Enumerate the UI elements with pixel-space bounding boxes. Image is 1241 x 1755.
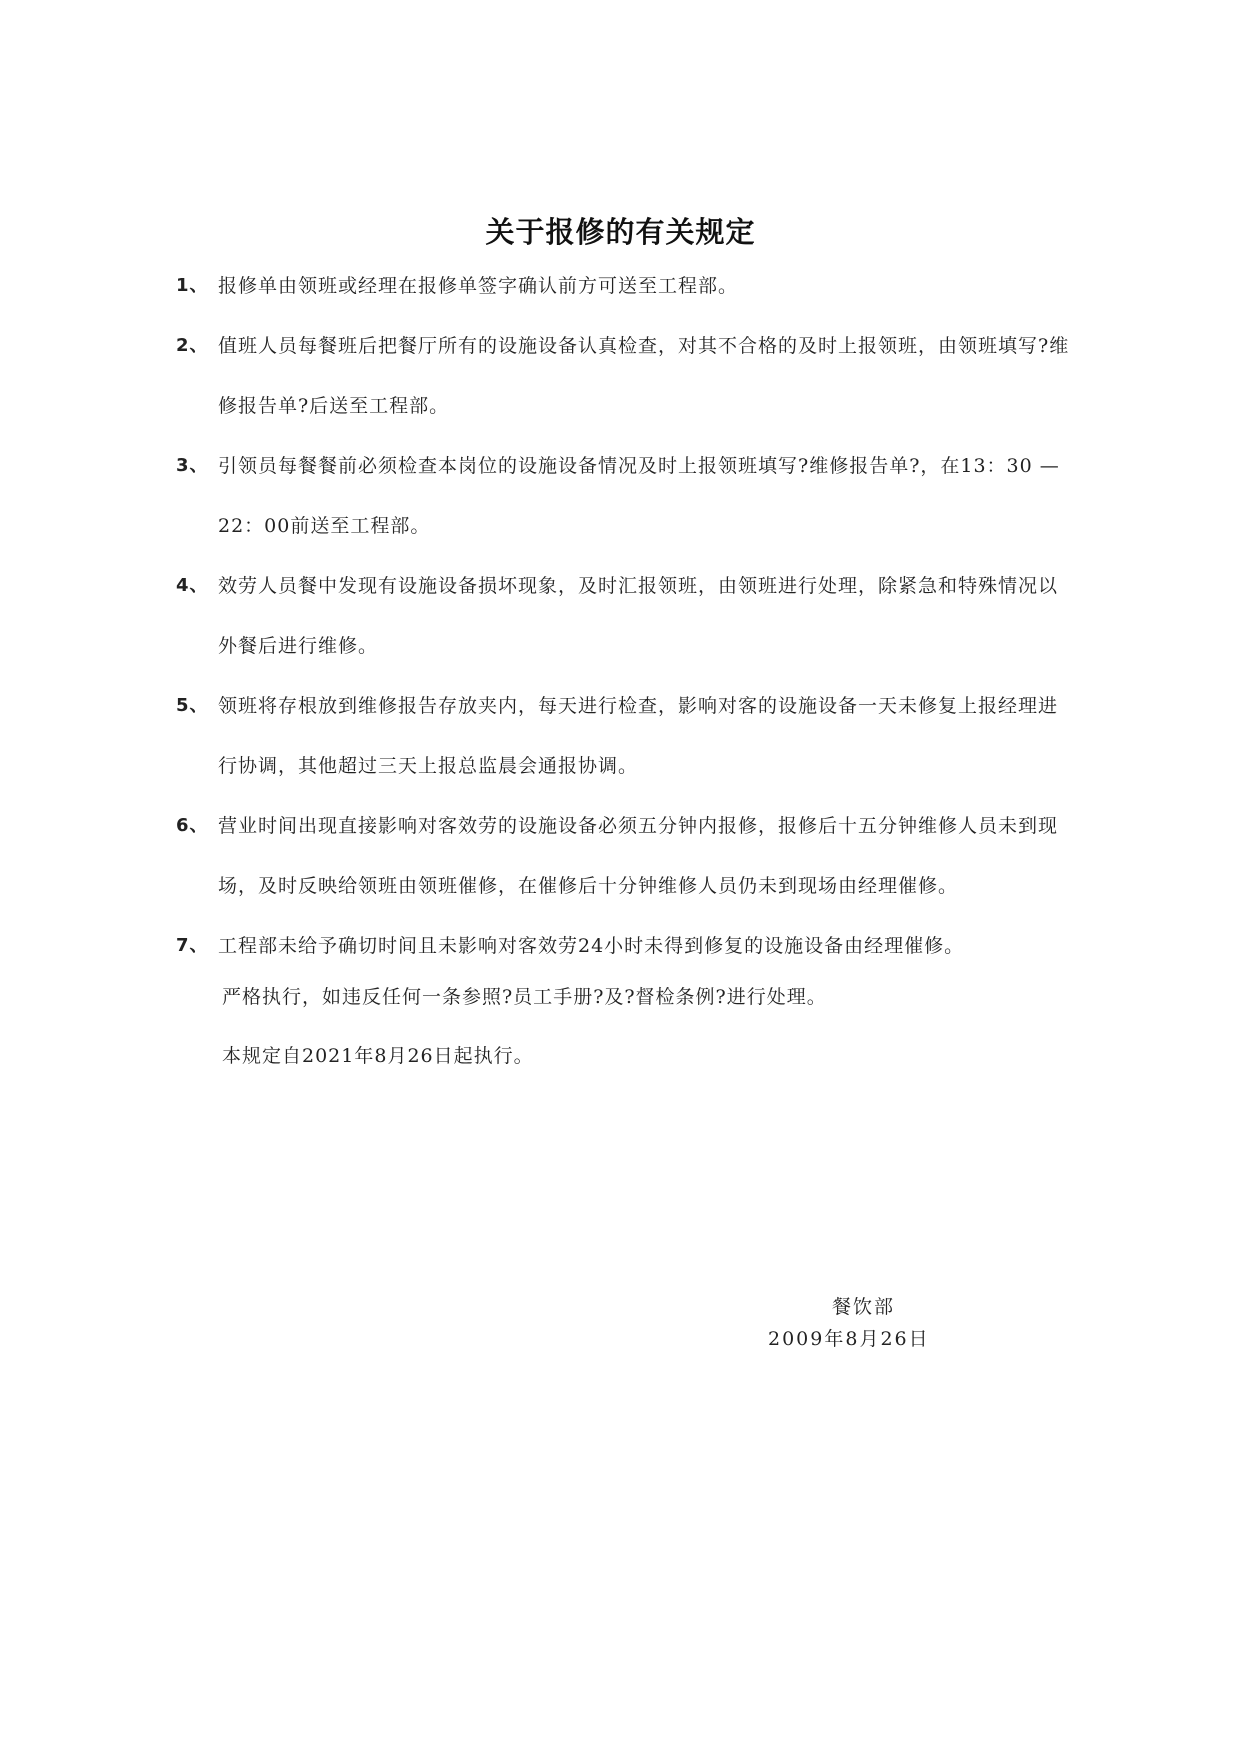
rule-item-2 (176, 316, 1076, 436)
rule-item-1 (176, 256, 1076, 316)
rules-list (176, 256, 1076, 976)
rule-text: 报修单由领班或经理在报修单签字确认前方可送至工程部。 (218, 275, 739, 297)
rule-number: 3、 (176, 455, 209, 476)
enforcement-note: 严格执行，如违反任何一条参照?员工手册?及?督检条例?进行处理。 (222, 986, 827, 1008)
rule-number: 2、 (176, 335, 209, 356)
rule-number: 1、 (176, 275, 209, 296)
rule-text: 营业时间出现直接影响对客效劳的设施设备必须五分钟内报修，报修后十五分钟维修人员未到现场，及时反映给领班由领班催修，在催修后十分钟维修人员仍未到现场由经理催修。 (218, 815, 1059, 897)
rule-text: 引领员每餐餐前必须检查本岗位的设施设备情况及时上报领班填写?维修报告单?，在13：30 — 22：00前送至工程部。 (218, 455, 1060, 537)
rule-text: 工程部未给予确切时间且未影响对客效劳24小时未得到修复的设施设备由经理催修。 (218, 935, 965, 957)
rule-item-4 (176, 556, 1076, 676)
document-title: 关于报修的有关规定 (485, 215, 756, 250)
rule-item-6 (176, 796, 1076, 916)
rule-item-3 (176, 436, 1076, 556)
signature-date: 2009年8月26日 (768, 1328, 930, 1350)
rule-item-5 (176, 676, 1076, 796)
rule-text: 效劳人员餐中发现有设施设备损坏现象，及时汇报领班，由领班进行处理，除紧急和特殊情况以外餐后进行维修。 (218, 575, 1059, 657)
rule-text: 值班人员每餐班后把餐厅所有的设施设备认真检查，对其不合格的及时上报领班，由领班填写?维修报告单?后送至工程部。 (218, 335, 1070, 417)
signature-department: 餐饮部 (832, 1296, 896, 1318)
rule-number: 6、 (176, 815, 209, 836)
effective-date-note: 本规定自2021年8月26日起执行。 (222, 1045, 534, 1067)
rule-text: 领班将存根放到维修报告存放夹内，每天进行检查，影响对客的设施设备一天未修复上报经理进行协调，其他超过三天上报总监晨会通报协调。 (218, 695, 1059, 777)
rule-item-7 (176, 916, 1076, 976)
rule-number: 7、 (176, 935, 209, 956)
rule-number: 5、 (176, 695, 209, 716)
rule-number: 4、 (176, 575, 209, 596)
